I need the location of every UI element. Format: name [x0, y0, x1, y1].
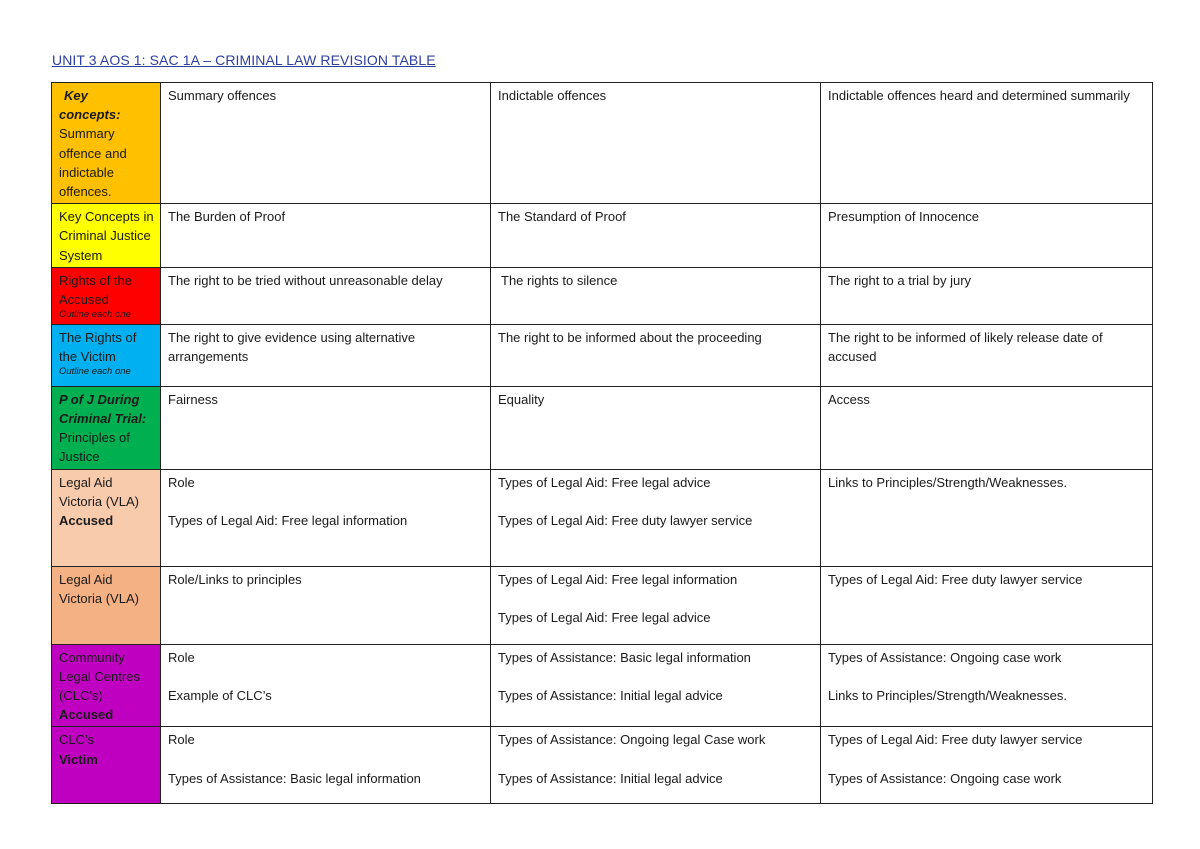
- table-cell: Role Types of Legal Aid: Free legal information: [161, 469, 491, 566]
- table-row: [52, 386, 1153, 469]
- table-cell: Types of Assistance: Ongoing legal Case work Types of Assistance: Initial legal advice: [491, 727, 821, 804]
- table-cell: Types of Assistance: Ongoing case work Links to Principles/Strength/Weaknesses.: [821, 644, 1153, 727]
- table-cell: Types of Assistance: Basic legal information Types of Assistance: Initial legal advice: [491, 644, 821, 727]
- table-cell: Role Example of CLC’s: [161, 644, 491, 727]
- table-cell: Equality: [491, 386, 821, 469]
- table-cell: Indictable offences: [491, 83, 821, 204]
- table-cell: Presumption of Innocence: [821, 204, 1153, 268]
- table-row: [52, 566, 1153, 644]
- table-row: [52, 267, 1153, 324]
- table-row: [52, 204, 1153, 268]
- table-cell: Role/Links to principles: [161, 566, 491, 644]
- table-cell: The Standard of Proof: [491, 204, 821, 268]
- row-label-criminal-justice: Key Concepts in Criminal Justice System: [52, 204, 161, 268]
- table-cell: Access: [821, 386, 1153, 469]
- row-label-clc-victim: CLC’s Victim: [52, 727, 161, 804]
- table-cell: The right to a trial by jury: [821, 267, 1153, 324]
- table-cell: The right to give evidence using alternative arrangements: [161, 324, 491, 386]
- table-row: [52, 324, 1153, 386]
- row-label-rights-accused: Rights of the Accused Outline each one: [52, 267, 161, 324]
- table-cell: Links to Principles/Strength/Weaknesses.: [821, 469, 1153, 566]
- table-row: [52, 469, 1153, 566]
- revision-table: [51, 82, 1153, 804]
- document-title: UNIT 3 AOS 1: SAC 1A – CRIMINAL LAW REVISION TABLE: [52, 52, 436, 68]
- row-label-vla-accused: Legal Aid Victoria (VLA) Accused: [52, 469, 161, 566]
- table-cell: Types of Legal Aid: Free duty lawyer service Types of Assistance: Ongoing case work: [821, 727, 1153, 804]
- table-row: [52, 727, 1153, 804]
- table-cell: Summary offences: [161, 83, 491, 204]
- table-cell: Role Types of Assistance: Basic legal information: [161, 727, 491, 804]
- row-label-principles-justice: P of J During Criminal Trial: Principles of Justice: [52, 386, 161, 469]
- table-row: [52, 644, 1153, 727]
- table-cell: The Burden of Proof: [161, 204, 491, 268]
- table-cell: Fairness: [161, 386, 491, 469]
- table-cell: Types of Legal Aid: Free legal advice Types of Legal Aid: Free duty lawyer service: [491, 469, 821, 566]
- table-cell: The right to be tried without unreasonable delay: [161, 267, 491, 324]
- row-label-rights-victim: The Rights of the Victim Outline each one: [52, 324, 161, 386]
- row-label-vla: Legal Aid Victoria (VLA): [52, 566, 161, 644]
- table-cell: The rights to silence: [491, 267, 821, 324]
- table-cell: Types of Legal Aid: Free legal information Types of Legal Aid: Free legal advice: [491, 566, 821, 644]
- row-label-key-concepts: Key concepts: Summary offence and indictable offences.: [52, 83, 161, 204]
- row-label-clc-accused: Community Legal Centres (CLC’s) Accused: [52, 644, 161, 727]
- table-cell: Types of Legal Aid: Free duty lawyer service: [821, 566, 1153, 644]
- table-cell: The right to be informed of likely release date of accused: [821, 324, 1153, 386]
- table-cell: Indictable offences heard and determined summarily: [821, 83, 1153, 204]
- table-cell: The right to be informed about the proceeding: [491, 324, 821, 386]
- table-row: [52, 83, 1153, 204]
